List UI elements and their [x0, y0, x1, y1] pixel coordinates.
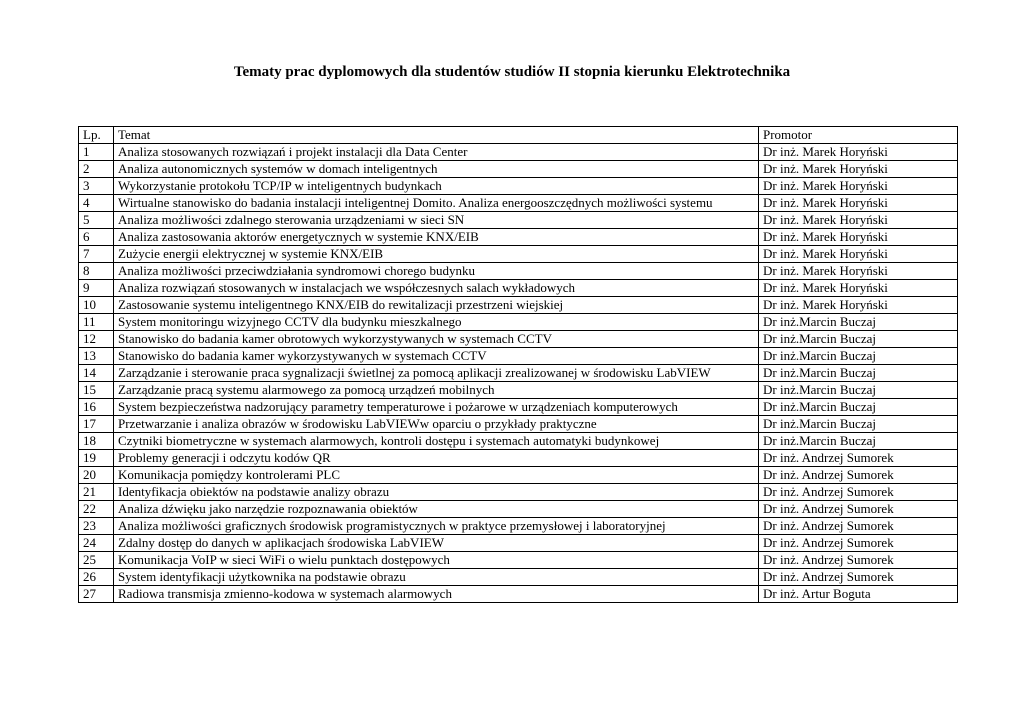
table-row	[79, 416, 958, 433]
table-row	[79, 161, 958, 178]
cell-promotor: Dr inż. Marek Horyński	[759, 297, 958, 314]
table-row	[79, 552, 958, 569]
cell-promotor: Dr inż. Marek Horyński	[759, 144, 958, 161]
cell-lp: 25	[79, 552, 114, 569]
cell-promotor: Dr inż. Marek Horyński	[759, 280, 958, 297]
cell-topic: Analiza zastosowania aktorów energetycznych w systemie KNX/EIB	[114, 229, 759, 246]
table-row	[79, 518, 958, 535]
cell-lp: 26	[79, 569, 114, 586]
cell-promotor: Dr inż.Marcin Buczaj	[759, 314, 958, 331]
table-row	[79, 280, 958, 297]
cell-promotor: Dr inż.Marcin Buczaj	[759, 365, 958, 382]
cell-topic: Zużycie energii elektrycznej w systemie KNX/EIB	[114, 246, 759, 263]
cell-lp: 23	[79, 518, 114, 535]
cell-promotor: Dr inż. Andrzej Sumorek	[759, 450, 958, 467]
cell-topic: Radiowa transmisja zmienno-kodowa w systemach alarmowych	[114, 586, 759, 603]
table-row	[79, 569, 958, 586]
cell-lp: 13	[79, 348, 114, 365]
cell-promotor: Dr inż. Marek Horyński	[759, 263, 958, 280]
cell-topic: Komunikacja VoIP w sieci WiFi o wielu punktach dostępowych	[114, 552, 759, 569]
cell-topic: Analiza możliwości graficznych środowisk programistycznych w praktyce przemysłowej i laboratoryjnej	[114, 518, 759, 535]
column-header-lp: Lp.	[79, 127, 114, 144]
table-row	[79, 331, 958, 348]
cell-topic: Analiza dźwięku jako narzędzie rozpoznawania obiektów	[114, 501, 759, 518]
table-row	[79, 178, 958, 195]
column-header-topic: Temat	[114, 127, 759, 144]
cell-topic: Zarządzanie i sterowanie praca sygnalizacji świetlnej za pomocą aplikacji zrealizowanej w środowisku LabVIEW	[114, 365, 759, 382]
cell-topic: Komunikacja pomiędzy kontrolerami PLC	[114, 467, 759, 484]
cell-topic: Analiza możliwości zdalnego sterowania urządzeniami w sieci SN	[114, 212, 759, 229]
cell-lp: 15	[79, 382, 114, 399]
cell-lp: 14	[79, 365, 114, 382]
cell-lp: 18	[79, 433, 114, 450]
cell-topic: System bezpieczeństwa nadzorujący parametry temperaturowe i pożarowe w urządzeniach komputerowych	[114, 399, 759, 416]
cell-topic: Wykorzystanie protokołu TCP/IP w inteligentnych budynkach	[114, 178, 759, 195]
cell-lp: 27	[79, 586, 114, 603]
cell-lp: 7	[79, 246, 114, 263]
table-row	[79, 365, 958, 382]
cell-lp: 12	[79, 331, 114, 348]
cell-lp: 4	[79, 195, 114, 212]
cell-lp: 22	[79, 501, 114, 518]
table-row	[79, 433, 958, 450]
cell-promotor: Dr inż.Marcin Buczaj	[759, 399, 958, 416]
cell-lp: 2	[79, 161, 114, 178]
cell-promotor: Dr inż. Marek Horyński	[759, 161, 958, 178]
topics-table	[78, 126, 958, 603]
cell-topic: Analiza autonomicznych systemów w domach inteligentnych	[114, 161, 759, 178]
cell-topic: Stanowisko do badania kamer obrotowych wykorzystywanych w systemach CCTV	[114, 331, 759, 348]
table-row	[79, 450, 958, 467]
table-row	[79, 484, 958, 501]
cell-topic: Wirtualne stanowisko do badania instalacji inteligentnej Domito. Analiza energooszczędnych możliwości systemu	[114, 195, 759, 212]
table-row	[79, 212, 958, 229]
cell-promotor: Dr inż. Marek Horyński	[759, 229, 958, 246]
table-row	[79, 314, 958, 331]
cell-promotor: Dr inż.Marcin Buczaj	[759, 416, 958, 433]
table-row	[79, 263, 958, 280]
cell-promotor: Dr inż. Artur Boguta	[759, 586, 958, 603]
document-title: Tematy prac dyplomowych dla studentów studiów II stopnia kierunku Elektrotechnika	[233, 64, 791, 80]
cell-promotor: Dr inż.Marcin Buczaj	[759, 382, 958, 399]
cell-promotor: Dr inż. Andrzej Sumorek	[759, 467, 958, 484]
cell-lp: 11	[79, 314, 114, 331]
cell-promotor: Dr inż. Andrzej Sumorek	[759, 569, 958, 586]
cell-promotor: Dr inż.Marcin Buczaj	[759, 331, 958, 348]
cell-topic: System identyfikacji użytkownika na podstawie obrazu	[114, 569, 759, 586]
cell-lp: 20	[79, 467, 114, 484]
cell-lp: 21	[79, 484, 114, 501]
cell-promotor: Dr inż. Andrzej Sumorek	[759, 552, 958, 569]
cell-topic: Czytniki biometryczne w systemach alarmowych, kontroli dostępu i systemach automatyki budynkowej	[114, 433, 759, 450]
cell-topic: System monitoringu wizyjnego CCTV dla budynku mieszkalnego	[114, 314, 759, 331]
cell-lp: 3	[79, 178, 114, 195]
cell-promotor: Dr inż. Andrzej Sumorek	[759, 535, 958, 552]
table-body	[79, 144, 958, 603]
cell-topic: Problemy generacji i odczytu kodów QR	[114, 450, 759, 467]
cell-promotor: Dr inż. Andrzej Sumorek	[759, 484, 958, 501]
cell-promotor: Dr inż.Marcin Buczaj	[759, 348, 958, 365]
cell-lp: 17	[79, 416, 114, 433]
cell-topic: Zdalny dostęp do danych w aplikacjach środowiska LabVIEW	[114, 535, 759, 552]
table-row	[79, 195, 958, 212]
cell-lp: 6	[79, 229, 114, 246]
cell-lp: 5	[79, 212, 114, 229]
table-row	[79, 246, 958, 263]
table-header-row	[79, 127, 958, 144]
cell-promotor: Dr inż. Marek Horyński	[759, 212, 958, 229]
cell-lp: 1	[79, 144, 114, 161]
cell-promotor: Dr inż.Marcin Buczaj	[759, 433, 958, 450]
cell-topic: Analiza stosowanych rozwiązań i projekt instalacji dla Data Center	[114, 144, 759, 161]
table-row	[79, 229, 958, 246]
cell-promotor: Dr inż. Andrzej Sumorek	[759, 518, 958, 535]
cell-lp: 8	[79, 263, 114, 280]
cell-lp: 9	[79, 280, 114, 297]
cell-promotor: Dr inż. Andrzej Sumorek	[759, 501, 958, 518]
table-row	[79, 501, 958, 518]
cell-lp: 16	[79, 399, 114, 416]
table-row	[79, 348, 958, 365]
table-row	[79, 144, 958, 161]
cell-topic: Identyfikacja obiektów na podstawie analizy obrazu	[114, 484, 759, 501]
cell-topic: Zastosowanie systemu inteligentnego KNX/EIB do rewitalizacji przestrzeni wiejskiej	[114, 297, 759, 314]
cell-topic: Zarządzanie pracą systemu alarmowego za pomocą urządzeń mobilnych	[114, 382, 759, 399]
cell-lp: 19	[79, 450, 114, 467]
table-row	[79, 467, 958, 484]
cell-promotor: Dr inż. Marek Horyński	[759, 195, 958, 212]
cell-topic: Stanowisko do badania kamer wykorzystywanych w systemach CCTV	[114, 348, 759, 365]
cell-topic: Przetwarzanie i analiza obrazów w środowisku LabVIEWw oparciu o przykłady praktyczne	[114, 416, 759, 433]
table-row	[79, 382, 958, 399]
table-row	[79, 297, 958, 314]
cell-topic: Analiza rozwiązań stosowanych w instalacjach we współczesnych salach wykładowych	[114, 280, 759, 297]
table-row	[79, 586, 958, 603]
cell-lp: 24	[79, 535, 114, 552]
cell-promotor: Dr inż. Marek Horyński	[759, 246, 958, 263]
cell-promotor: Dr inż. Marek Horyński	[759, 178, 958, 195]
cell-lp: 10	[79, 297, 114, 314]
table-row	[79, 399, 958, 416]
cell-topic: Analiza możliwości przeciwdziałania syndromowi chorego budynku	[114, 263, 759, 280]
table-row	[79, 535, 958, 552]
column-header-promotor: Promotor	[759, 127, 958, 144]
